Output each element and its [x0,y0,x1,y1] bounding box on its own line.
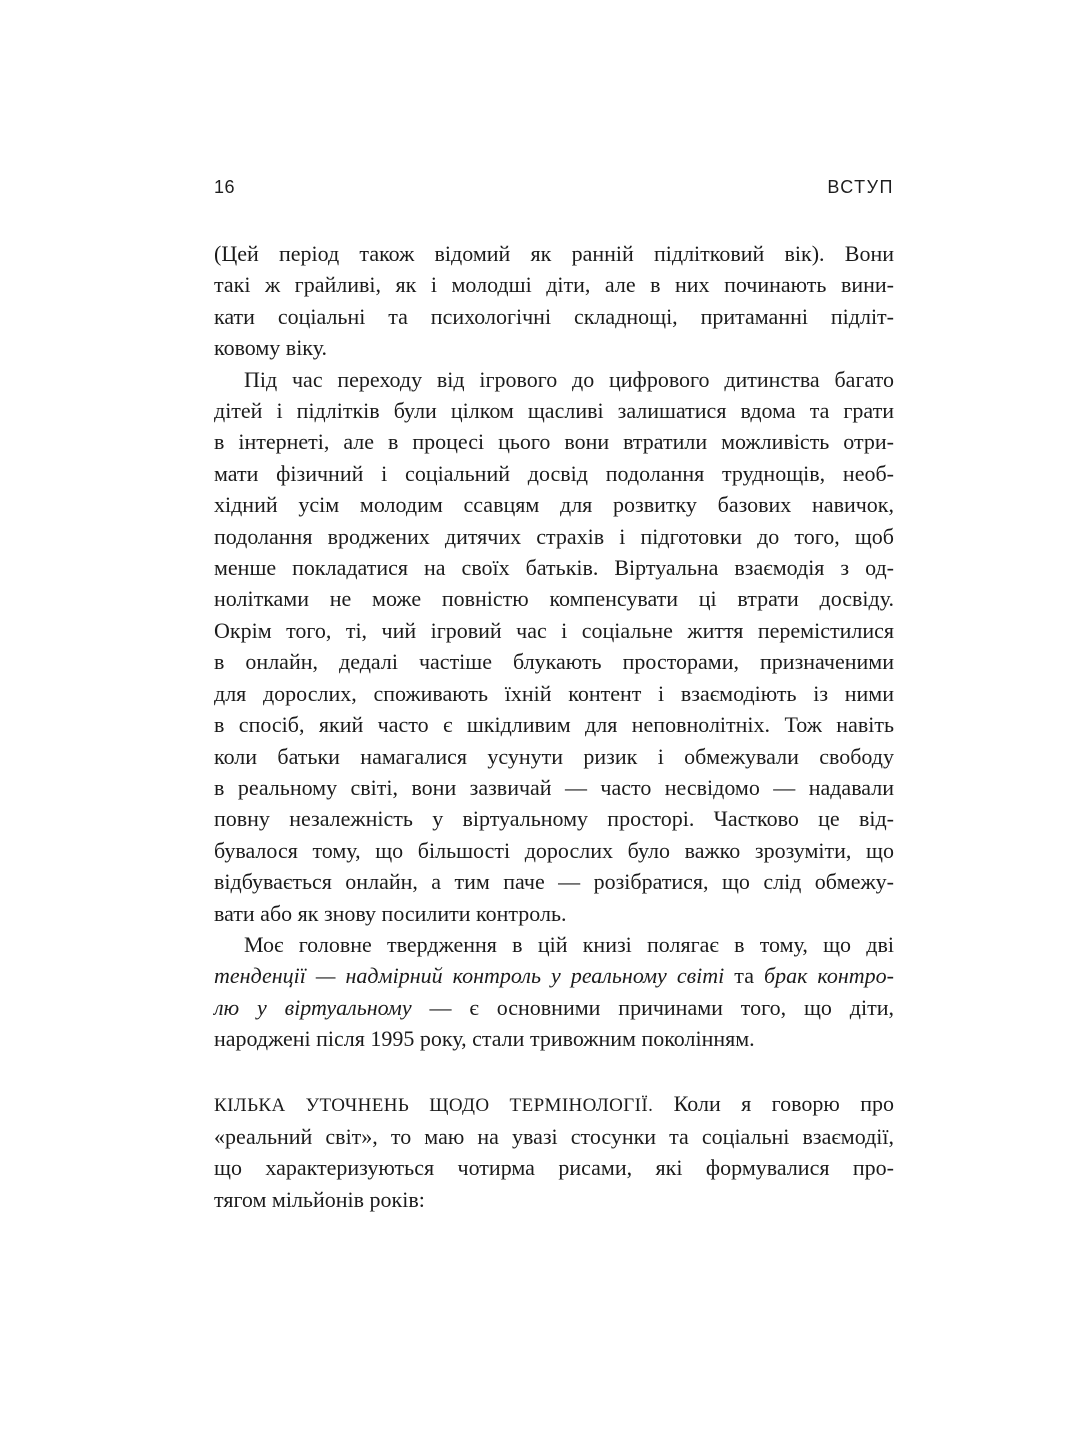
text-segment: що характеризуються чотирма рисами, які формувалися про- [214,1155,894,1181]
text-line [214,583,894,614]
text-segment: вати або як знову посилити контроль. [214,900,567,926]
text-segment: подолання вроджених дитячих страхів і підготовки до того, щоб [214,523,894,549]
text-segment: бувалося тому, що більшості дорослих було важко зрозуміти, що [214,837,894,863]
text-segment: відбувається онлайн, а тим паче — розібратися, що слід обмежу- [214,869,894,895]
page-number: 16 [214,177,236,197]
text-line [214,364,894,395]
text-line [214,1121,894,1152]
text-segment: «реальний світ», то маю на увазі стосунки та соціальні взаємодії, [214,1123,894,1149]
text-segment: брак контро- [764,963,894,989]
text-segment: кати соціальні та психологічні складнощі, притаманні підліт- [214,303,894,329]
text-line [214,1184,894,1215]
text-segment: Окрім того, ті, чий ігровий час і соціальне життя перемістилися [214,617,894,643]
text-segment: мати фізичний і соціальний досвід подолання труднощів, необ- [214,460,894,486]
text-segment: та [724,963,764,989]
text-segment: лю у віртуальному [214,994,412,1020]
text-segment: дітей і підлітків були цілком щасливі залишатися вдома та грати [214,398,894,424]
text-line [214,646,894,677]
text-line [214,332,894,363]
text-segment: в спосіб, який часто є шкідливим для неповнолітніх. Тож навіть [214,712,894,738]
text-line [214,835,894,866]
text-line [214,929,894,960]
text-segment: Коли я говорю про [653,1090,894,1116]
text-line [214,803,894,834]
text-line [214,269,894,300]
running-header [214,177,894,197]
text-line [214,709,894,740]
text-line [214,992,894,1023]
text-segment: в реальному світі, вони зазвичай — часто несвідомо — надавали [214,774,894,800]
text-line [214,395,894,426]
text-segment: Моє головне твердження в цій книзі полягає в тому, що дві [244,931,894,957]
text-line [214,238,894,269]
text-segment: (Цей період також відомий як ранній підлітковий вік). Вони [214,241,894,266]
paragraph-digital-childhood [214,364,894,929]
text-segment: для дорослих, споживають їхній контент і взаємодіють із ними [214,680,894,706]
text-segment: тенденції — надмірний контроль у реальному світі [214,963,725,989]
text-line [214,521,894,552]
text-segment: в інтернеті, але в процесі цього вони втратили можливість отри- [214,429,894,455]
text-segment: тягом мільйонів років: [214,1186,425,1212]
text-line [214,615,894,646]
text-segment: такі ж грайливі, як і молодші діти, але в них починають вини- [214,272,894,298]
section-run-in-heading: КІЛЬКА УТОЧНЕНЬ ЩОДО ТЕРМІНОЛОГІЇ. [214,1094,654,1116]
paragraph-early-adolescence [214,238,894,364]
paragraph-main-thesis [214,929,894,1055]
text-line [214,898,894,929]
text-line [214,678,894,709]
text-segment: народжені після 1995 року, стали тривожним поколінням. [214,1026,755,1052]
text-line [214,426,894,457]
text-line [214,1023,894,1054]
text-line [214,301,894,332]
text-segment: коли батьки намагалися усунути ризик і обмежували свободу [214,743,894,769]
text-segment: хідний усім молодим ссавцям для розвитку базових навичок, [214,492,894,518]
text-segment: в онлайн, дедалі частіше блукають просторами, призначеними [214,649,894,675]
text-segment: Під час переходу від ігрового до цифрового дитинства багато [244,366,894,392]
text-line [214,741,894,772]
text-line [214,458,894,489]
text-block [214,238,894,1215]
text-line [214,960,894,991]
text-line [214,866,894,897]
paragraph-terminology [214,1088,894,1216]
text-line [214,1152,894,1183]
text-line [214,489,894,520]
text-segment: менше покладатися на своїх батьків. Віртуальна взаємодія з од- [214,555,894,581]
text-segment: нолітками не може повністю компенсувати ці втрати досвіду. [214,586,894,612]
text-segment: ковому віку. [214,335,327,361]
text-segment: повну незалежність у віртуальному просторі. Частково це від- [214,806,894,832]
text-segment: — є основними причинами того, що діти, [411,994,894,1020]
text-line [214,552,894,583]
text-line [214,1088,894,1121]
text-line [214,772,894,803]
running-title: ВСТУП [827,177,894,197]
